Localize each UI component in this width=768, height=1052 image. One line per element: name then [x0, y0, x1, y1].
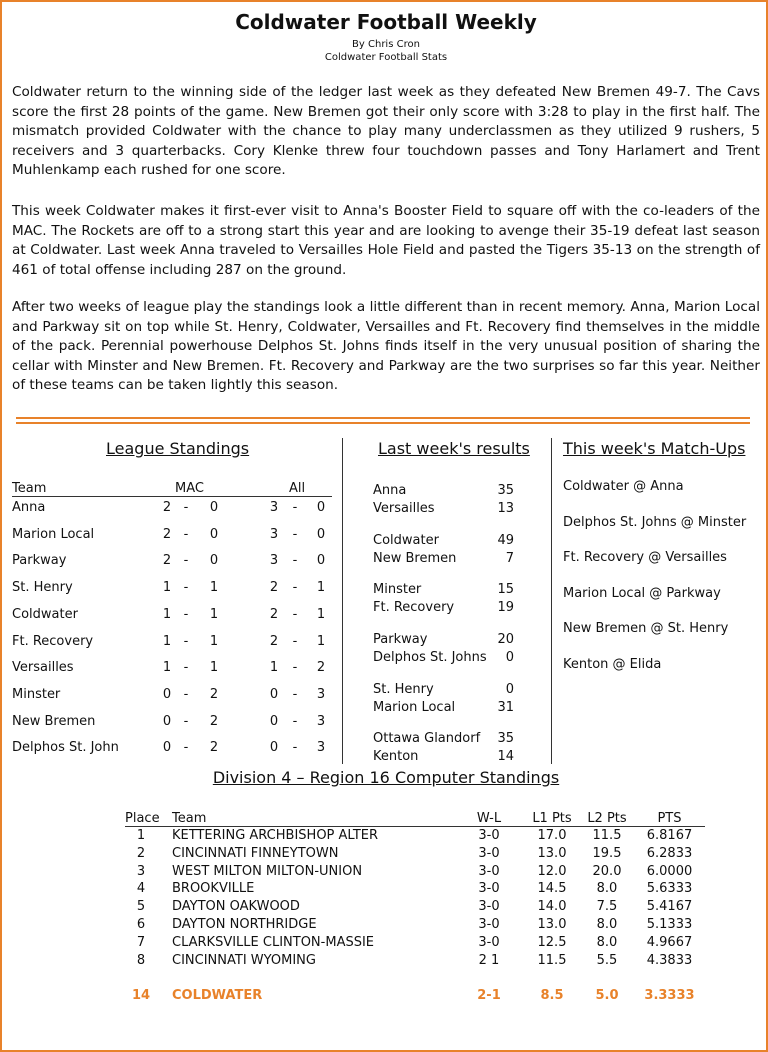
standings-mac-wins: 1	[162, 660, 172, 676]
computer-place: 1	[136, 828, 146, 843]
standings-team: St. Henry	[12, 580, 73, 596]
standings-mac-losses: 1	[209, 606, 219, 622]
matchup-item: Coldwater @ Anna	[563, 479, 684, 494]
computer-l1: 11.5	[537, 952, 567, 968]
standings-all-dash: -	[292, 633, 298, 649]
standings-all-losses: 1	[316, 606, 326, 622]
result-score-2: 7	[505, 551, 514, 566]
standings-all-wins: 3	[269, 526, 279, 542]
result-team-2: New Bremen	[373, 551, 457, 566]
standings-all-wins: 2	[269, 633, 279, 649]
article-paragraph-1: Coldwater return to the winning side of the ledger last week as they defeated New Bremen 49-7. The Cavs score the first 28 points of the game. New Bremen got their only score with 3:28 to play in the first half. The mismatch provided Coldwater with the chance to play many underclassmen as they utilized 9 rushers, 5 receivers and 3 quarterbacks. Cory Klenke threw four touchdown passes and Tony Harlamert and Trent Muhlenkamp each rushed for one score.	[12, 84, 760, 178]
computer-wl: 2-1	[477, 988, 501, 1003]
computer-place: 2	[136, 845, 146, 861]
standings-all-losses: 1	[316, 580, 326, 596]
standings-mac-losses: 0	[209, 553, 219, 569]
standings-all-wins: 0	[269, 740, 279, 756]
result-team-2: Kenton	[373, 749, 419, 764]
standings-all-losses: 3	[316, 740, 326, 756]
standings-mac-dash: -	[183, 660, 189, 676]
standings-mac-dash: -	[183, 686, 189, 702]
computer-l2: 5.0	[595, 988, 619, 1003]
matchup-item: Ft. Recovery @ Versailles	[563, 550, 727, 565]
standings-mac-wins: 2	[162, 526, 172, 542]
result-team-1: Ottawa Glandorf	[373, 731, 481, 746]
standings-all-wins: 0	[269, 713, 279, 729]
standings-all-wins: 0	[269, 686, 279, 702]
standings-all-dash: -	[292, 553, 298, 569]
standings-team: Ft. Recovery	[12, 633, 94, 649]
result-team-1: St. Henry	[373, 682, 434, 697]
author: By Chris Cron	[352, 39, 420, 50]
computer-place: 8	[136, 952, 146, 968]
standings-mac-losses: 1	[209, 660, 219, 676]
col-l1: L1 Pts	[532, 811, 572, 826]
standings-heading: League Standings	[106, 439, 250, 458]
computer-place: 7	[136, 934, 146, 950]
result-score-1: 20	[497, 632, 514, 647]
standings-all-dash: -	[292, 526, 298, 542]
standings-mac-losses: 0	[209, 500, 219, 515]
standings-mac-losses: 0	[209, 526, 219, 542]
computer-team: WEST MILTON MILTON-UNION	[172, 863, 363, 879]
result-team-1: Parkway	[373, 632, 428, 647]
article-paragraph-3: After two weeks of league play the standings look a little different than in recent memory. Anna, Marion Local and Parkway sit on top while St. Henry, Coldwater, Versailles and Ft. Recovery find themselves in the middle of the pack. Perennial powerhouse Delphos St. Johns finds itself in the very unusual position of sharing the cellar with Minster and New Bremen. Ft. Recovery and Parkway are the two surprises so far this year. Neither of these teams can be taken lightly this season.	[12, 299, 760, 393]
standings-col-all: All	[289, 481, 306, 496]
result-score-2: 13	[497, 501, 514, 516]
computer-place: 5	[136, 899, 146, 915]
standings-mac-dash: -	[183, 633, 189, 649]
computer-team: COLDWATER	[172, 988, 263, 1003]
computer-pts: 5.6333	[646, 881, 693, 897]
standings-mac-dash: -	[183, 526, 189, 542]
computer-team: DAYTON OAKWOOD	[172, 899, 300, 915]
standings-mac-wins: 0	[162, 686, 172, 702]
col-place: Place	[125, 811, 160, 826]
result-score-2: 14	[497, 749, 514, 764]
standings-all-wins: 3	[269, 553, 279, 569]
computer-pts: 5.1333	[646, 917, 693, 932]
results-heading: Last week's results	[378, 439, 530, 458]
standings-all-dash: -	[292, 686, 298, 702]
standings-mac-dash: -	[183, 713, 189, 729]
result-score-1: 35	[497, 483, 514, 498]
standings-mac-losses: 1	[209, 580, 219, 596]
standings-all-wins: 2	[269, 580, 279, 596]
computer-l1: 12.5	[537, 934, 567, 950]
standings-mac-wins: 2	[162, 500, 172, 515]
result-team-2: Marion Local	[373, 700, 456, 715]
result-team-2: Versailles	[373, 501, 435, 516]
computer-l2: 19.5	[592, 845, 622, 861]
result-score-1: 15	[497, 582, 514, 597]
computer-pts: 5.4167	[646, 899, 693, 915]
computer-wl: 3-0	[478, 863, 500, 879]
computer-l1: 14.5	[537, 881, 567, 897]
matchups-heading: This week's Match-Ups	[563, 439, 746, 458]
computer-pts: 3.3333	[644, 988, 695, 1003]
col-l2: L2 Pts	[587, 811, 627, 826]
standings-mac-losses: 1	[209, 633, 219, 649]
standings-team: Minster	[12, 686, 61, 702]
standings-col-mac: MAC	[175, 481, 204, 496]
result-score-2: 19	[497, 600, 514, 615]
standings-all-dash: -	[292, 713, 298, 729]
computer-wl: 2 1	[478, 952, 500, 968]
standings-all-losses: 3	[316, 713, 326, 729]
result-team-1: Anna	[373, 483, 407, 498]
matchup-item: Kenton @ Elida	[563, 656, 662, 672]
computer-l2: 5.5	[596, 952, 618, 968]
divider-top	[16, 417, 750, 419]
standings-all-losses: 0	[316, 500, 326, 515]
computer-l1: 14.0	[537, 899, 567, 915]
computer-wl: 3-0	[478, 828, 500, 843]
standings-all-losses: 2	[316, 660, 326, 676]
computer-team: CINCINNATI FINNEYTOWN	[172, 845, 339, 861]
standings-all-wins: 2	[269, 606, 279, 622]
result-score-2: 31	[497, 700, 514, 715]
computer-pts: 6.0000	[646, 863, 693, 879]
standings-mac-wins: 2	[162, 553, 172, 569]
standings-team: Delphos St. John	[12, 740, 119, 756]
standings-mac-dash: -	[183, 606, 189, 622]
computer-pts: 4.9667	[646, 934, 693, 950]
byline	[2, 38, 768, 64]
standings-mac-losses: 2	[209, 686, 219, 702]
computer-l2: 11.5	[592, 828, 622, 843]
standings-all-losses: 3	[316, 686, 326, 702]
standings-all-losses: 0	[316, 526, 326, 542]
column-divider-right	[551, 438, 552, 764]
result-score-1: 49	[497, 533, 514, 548]
divider-bottom	[16, 422, 750, 424]
computer-l1: 13.0	[537, 917, 567, 932]
standings-mac-wins: 1	[162, 580, 172, 596]
standings-team: New Bremen	[12, 713, 96, 729]
computer-header-rule	[125, 826, 705, 827]
matchup-item: Delphos St. Johns @ Minster	[563, 514, 747, 530]
standings-all-dash: -	[292, 500, 298, 515]
standings-team: Parkway	[12, 553, 67, 569]
computer-place: 4	[136, 881, 146, 897]
computer-pts: 6.2833	[646, 845, 693, 861]
computer-team: CLARKSVILLE CLINTON-MASSIE	[172, 934, 375, 950]
standings-col-team: Team	[12, 481, 47, 496]
computer-heading: Division 4 – Region 16 Computer Standings	[212, 768, 560, 787]
computer-team: KETTERING ARCHBISHOP ALTER	[172, 828, 379, 843]
computer-l2: 7.5	[596, 899, 618, 915]
result-team-2: Ft. Recovery	[373, 600, 455, 615]
computer-place: 14	[131, 988, 151, 1003]
standings-mac-wins: 0	[162, 740, 172, 756]
computer-l2: 8.0	[596, 917, 618, 932]
standings-team: Marion Local	[12, 526, 95, 542]
standings-team: Versailles	[12, 660, 74, 676]
result-score-1: 35	[497, 731, 514, 746]
result-team-1: Minster	[373, 582, 422, 597]
computer-team: CINCINNATI WYOMING	[172, 952, 316, 968]
standings-header-rule	[12, 496, 332, 497]
computer-l1: 12.0	[537, 863, 567, 879]
outlet: Coldwater Football Stats	[324, 52, 448, 63]
computer-l2: 8.0	[596, 934, 618, 950]
standings-mac-wins: 0	[162, 713, 172, 729]
standings-mac-losses: 2	[209, 713, 219, 729]
computer-wl: 3-0	[478, 899, 500, 915]
computer-l1: 17.0	[537, 828, 567, 843]
standings-all-dash: -	[292, 606, 298, 622]
newsletter-title: Coldwater Football Weekly	[235, 10, 537, 34]
computer-team: BROOKVILLE	[172, 881, 255, 897]
standings-mac-wins: 1	[162, 606, 172, 622]
computer-l2: 8.0	[596, 881, 618, 897]
computer-l1: 8.5	[540, 988, 564, 1003]
article-paragraph-2: This week Coldwater makes it first-ever visit to Anna's Booster Field to square off with the co-leaders of the MAC. The Rockets are off to a strong start this year and are looking to avenge their 35-19 defeat last season at Coldwater. Last week Anna traveled to Versailles Hole Field and pasted the Tigers 35-13 on the strength of 461 of total offense including 287 on the ground.	[12, 203, 760, 278]
standings-team: Coldwater	[12, 606, 78, 622]
standings-all-dash: -	[292, 740, 298, 756]
standings-mac-losses: 2	[209, 740, 219, 756]
computer-wl: 3-0	[478, 934, 500, 950]
standings-mac-dash: -	[183, 740, 189, 756]
column-divider-left	[342, 438, 343, 764]
standings-mac-wins: 1	[162, 633, 172, 649]
standings-all-wins: 3	[269, 500, 279, 515]
standings-mac-dash: -	[183, 580, 189, 596]
computer-l1: 13.0	[537, 845, 567, 861]
col-pts: PTS	[657, 811, 682, 826]
computer-place: 3	[136, 863, 146, 879]
computer-pts: 6.8167	[646, 828, 693, 843]
result-team-1: Coldwater	[373, 533, 439, 548]
result-team-2: Delphos St. Johns	[373, 650, 487, 665]
standings-all-losses: 0	[316, 553, 326, 569]
standings-all-dash: -	[292, 660, 298, 676]
matchup-item: New Bremen @ St. Henry	[563, 621, 729, 636]
standings-mac-dash: -	[183, 553, 189, 569]
computer-wl: 3-0	[478, 881, 500, 897]
computer-place: 6	[136, 917, 146, 932]
computer-pts: 4.3833	[646, 952, 693, 968]
result-score-1: 0	[505, 682, 514, 697]
standings-all-dash: -	[292, 580, 298, 596]
standings-all-wins: 1	[269, 660, 279, 676]
result-score-2: 0	[505, 650, 514, 665]
col-wl: W-L	[476, 811, 502, 826]
computer-wl: 3-0	[478, 845, 500, 861]
matchup-item: Marion Local @ Parkway	[563, 585, 721, 601]
computer-wl: 3-0	[478, 917, 500, 932]
computer-team: DAYTON NORTHRIDGE	[172, 917, 317, 932]
col-team: Team	[172, 811, 207, 826]
standings-mac-dash: -	[183, 500, 189, 515]
standings-team: Anna	[12, 500, 46, 515]
standings-all-losses: 1	[316, 633, 326, 649]
computer-l2: 20.0	[592, 863, 622, 879]
